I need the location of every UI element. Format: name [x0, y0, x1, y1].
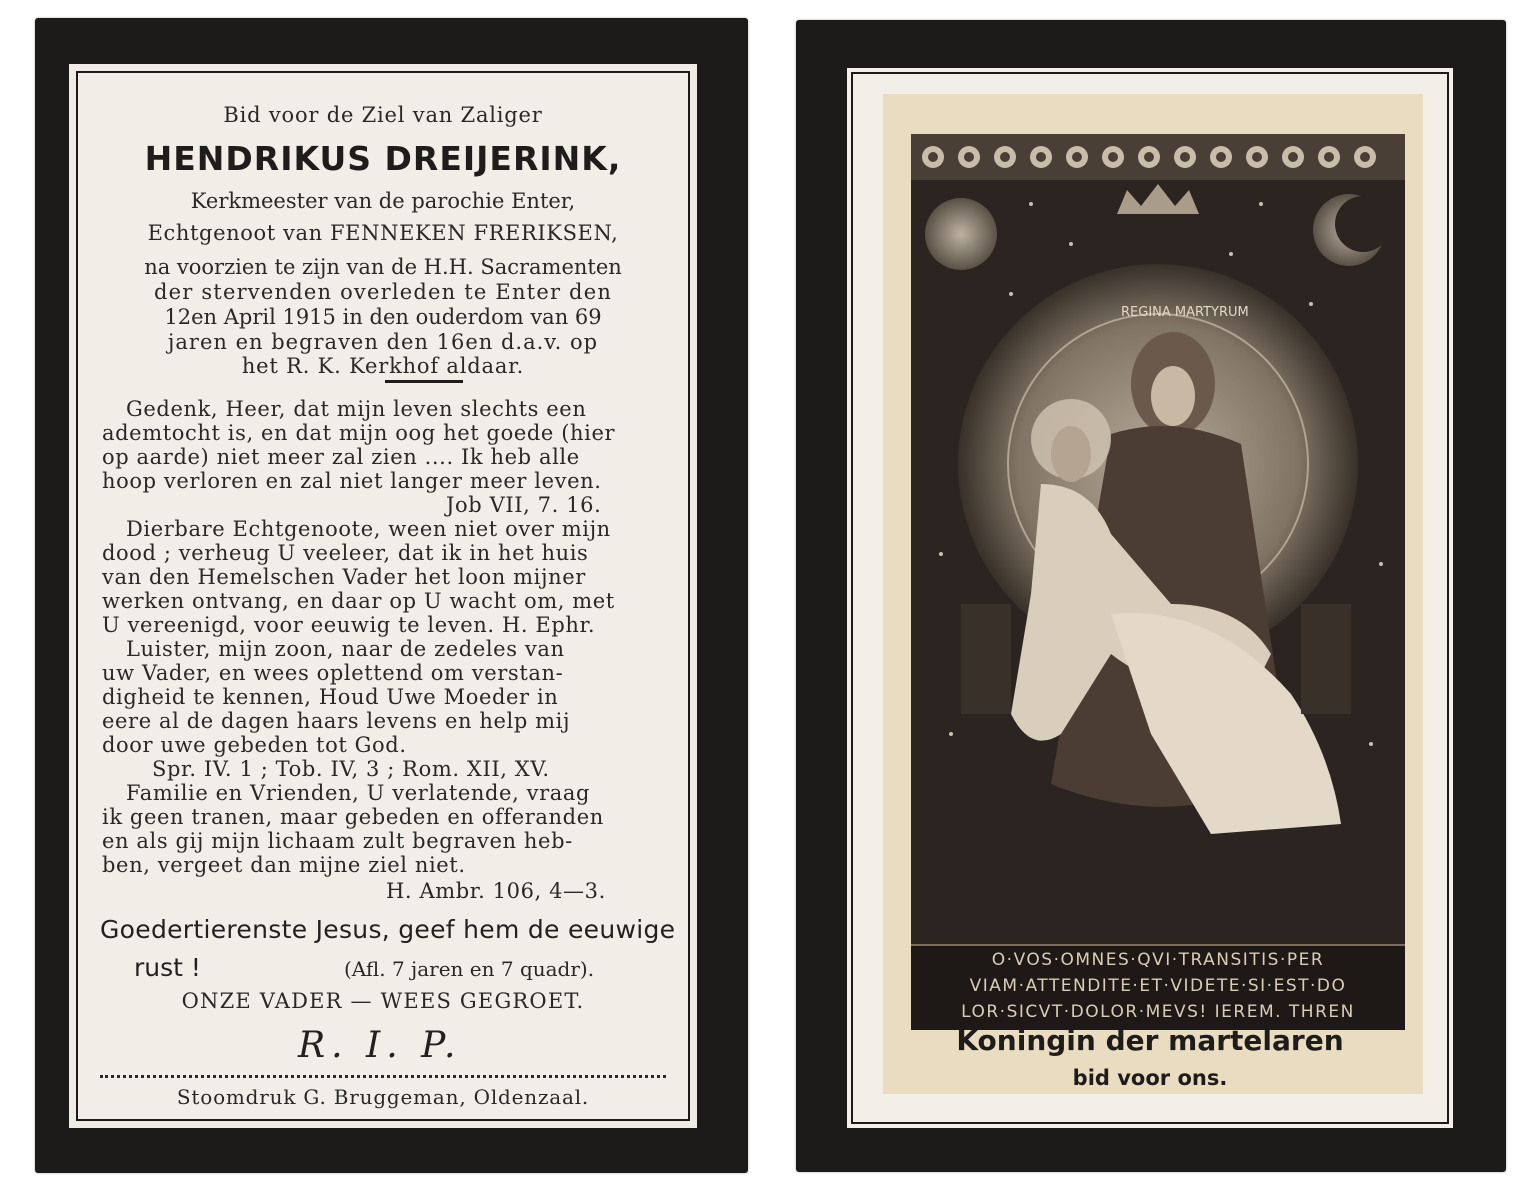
- verse3-line-5: door uwe gebeden tot God.: [102, 733, 407, 757]
- verse4-reference: H. Ambr. 106, 4—3.: [386, 879, 606, 903]
- death-line-2: der stervenden overleden te Enter den: [153, 280, 613, 304]
- header-line: Bid voor de Ziel van Zaliger: [223, 103, 543, 127]
- caption-title: Koningin der martelaren: [956, 1024, 1344, 1057]
- rip-text: R. I. P.: [298, 1025, 462, 1066]
- printer-line: Stoomdruk G. Bruggeman, Oldenzaal.: [176, 1085, 590, 1109]
- verse2-line-2: dood ; verheug U veeleer, dat ik in het huis: [102, 541, 589, 565]
- closing-prayers: ONZE VADER — WEES GEGROET.: [181, 989, 585, 1013]
- verse3-line-4: eere al de dagen haars levens en help mij: [102, 709, 571, 733]
- verse1-line-4: hoop verloren en zal niet langer meer leven.: [102, 469, 602, 493]
- role-line: Kerkmeester van de parochie Enter,: [190, 189, 576, 213]
- verse2-line-1: Dierbare Echtgenoote, ween niet over mijn: [126, 517, 611, 541]
- text-panel-border: [76, 71, 690, 1121]
- death-line-3: 12en April 1915 in den ouderdom van 69: [164, 305, 602, 329]
- death-line-4: jaren en begraven den 16en d.a.v. op: [167, 330, 599, 354]
- underline-mark: [385, 380, 463, 383]
- caption-subtitle: bid voor ons.: [1072, 1066, 1228, 1090]
- prayer-line-1: Goedertierenste Jesus, geef hem de eeuwige: [100, 915, 676, 944]
- verse1-reference: Job VII, 7. 16.: [446, 493, 602, 517]
- death-line-5: het R. K. Kerkhof aldaar.: [241, 354, 525, 378]
- inscription-line-3: LOR·SICVT·DOLOR·MEVS! IEREM. THREN: [961, 1002, 1355, 1022]
- text-panel: [72, 67, 694, 1125]
- verse3-line-2: uw Vader, en wees oplettend om verstan-: [102, 661, 564, 685]
- verse3-line-1: Luister, mijn zoon, naar de zedeles van: [126, 637, 565, 661]
- dotted-divider: [100, 1075, 666, 1078]
- verse2-line-4: werken ontvang, en daar op U wacht om, met: [102, 589, 615, 613]
- verse4-line-3: en als gij mijn lichaam zult begraven heb-: [102, 829, 573, 853]
- latin-inscription: [911, 944, 1405, 1030]
- verse4-line-1: Familie en Vrienden, U verlatende, vraag: [126, 781, 591, 805]
- memorial-card-image-side: [796, 20, 1506, 1172]
- verse4-line-2: ik geen tranen, maar gebeden en offeranden: [102, 805, 604, 829]
- pieta-illustration: [911, 134, 1405, 1030]
- image-panel: [847, 68, 1453, 1128]
- verse1-line-3: op aarde) niet meer zal zien .... Ik heb alle: [102, 445, 580, 469]
- image-panel-border: [851, 72, 1449, 1124]
- verse3-reference: Spr. IV. 1 ; Tob. IV, 3 ; Rom. XII, XV.: [152, 757, 550, 781]
- verse4-line-4: ben, vergeet dan mijne ziel niet.: [102, 853, 466, 877]
- indulgence-note: (Afl. 7 jaren en 7 quadr).: [344, 957, 595, 981]
- verse3-line-3: digheid te kennen, Houd Uwe Moeder in: [102, 685, 559, 709]
- memorial-card-text-side: [35, 18, 748, 1173]
- halo-inscription: REGINA MARTYRUM: [1121, 305, 1249, 320]
- verse2-line-3: van den Hemelschen Vader het loon mijner: [102, 565, 586, 589]
- inscription-line-1: O·VOS·OMNES·QVI·TRANSITIS·PER: [991, 950, 1325, 970]
- inscription-line-2: VIAM·ATTENDITE·ET·VIDETE·SI·EST·DO: [969, 976, 1347, 996]
- deceased-name: HENDRIKUS DREIJERINK,: [144, 139, 622, 178]
- verse1-line-1: Gedenk, Heer, dat mijn leven slechts een: [126, 397, 587, 421]
- spouse-line: Echtgenoot van FENNEKEN FRERIKSEN,: [147, 221, 619, 245]
- pieta-artwork: [911, 134, 1405, 946]
- prayer-line-2: rust !: [134, 953, 201, 982]
- death-line-1: na voorzien te zijn van de H.H. Sacramenten: [144, 255, 622, 279]
- verse2-line-5: U vereenigd, voor eeuwig te leven. H. Ephr.: [102, 613, 596, 637]
- verse1-line-2: ademtocht is, en dat mijn oog het goede (hier: [102, 421, 616, 445]
